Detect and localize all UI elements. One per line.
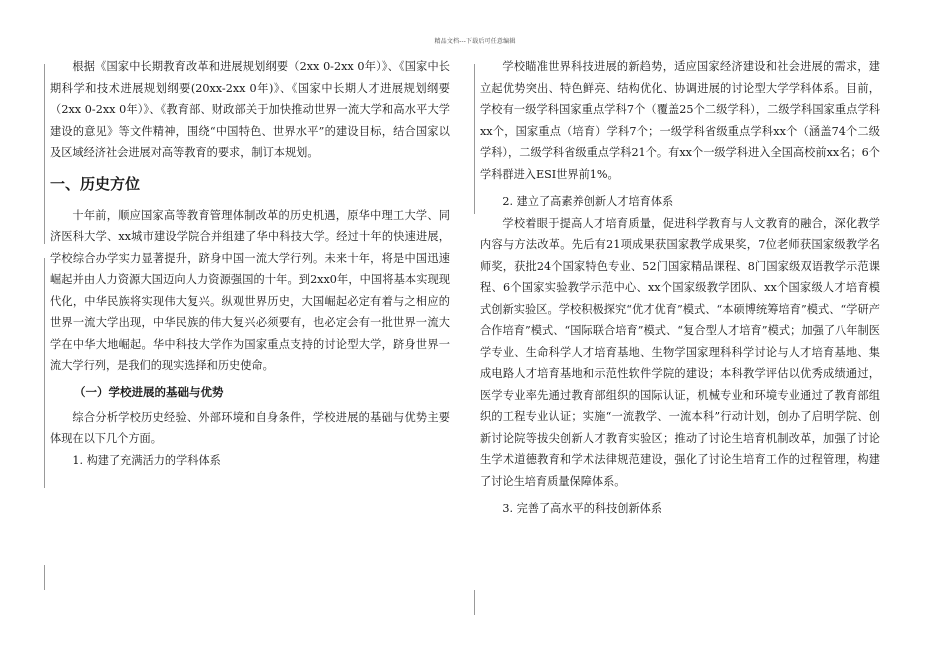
talent-paragraph: 学校着眼于提高人才培育质量，促进科学教育与人文教育的融合，深化教学内容与方法改革。先后有21项成果获国家教学成果奖，7位老师获国家级教学名师奖，获批24个国家特色专业、52门国家精品课程、8门国家级双语教学示范课程、6个国家实验教学示范中心、xx个国家级教学团队、xx个国家级人才培育模式创新实验区。学校积极探究“优才优育”模式、“本硕博统筹培育”模式、“学研产合作培育”模式、“国际联合培育”模式、“复合型人才培育”模式；加强了八年制医学专业、生命科学人才培育基地、生物学国家理科科学讨论与人才培育基地、集成电路人才培育基地和示范性软件学院的建设；本科教学评估以优秀成绩通过，医学专业率先通过教育部组织的国际认证，机械专业和环境专业通过了教育部组织的工程专业认证；实施“一流教学、一流本科”行动计划，创办了启明学院、创新讨论院等拔尖创新人才教育实验区；推动了讨论生培育机制改革，加强了讨论生学术道德教育和学术法律规范建设，强化了讨论生培育工作的过程管理，构建了讨论生培育质量保障体系。 bbox=[480, 216, 880, 488]
fragment-border bbox=[474, 64, 475, 214]
item-3-heading: 3. 完善了高水平的科技创新体系 bbox=[502, 502, 663, 515]
fragment-border bbox=[44, 258, 45, 488]
history-paragraph: 十年前，顺应国家高等教育管理体制改革的历史机遇，原华中理工大学、同济医科大学、xx城市建设学院合并组建了华中科技大学。经过十年的快速进展，学校综合办学实力显著提升，跻身中国一流大学行列。未来十年，将是中国迅速崛起并由人力资源大国迈向人力资源强国的十年。到2xx0年，中国将基本实现现代化，中华民族将实现伟大复兴。纵观世界历史，大国崛起必定有着与之相应的世界一流大学出现，中华民族的伟大复兴必须要有，也必定会有一批世界一流大学在中华大地崛起。华中科技大学作为国家重点支持的讨论型大学，跻身世界一流大学行列，是我们的现实选择和历史使命。 bbox=[50, 208, 450, 372]
fragment-border bbox=[44, 64, 45, 244]
fragment-border bbox=[44, 565, 45, 590]
item-2-heading: 2. 建立了高素养创新人才培育体系 bbox=[502, 195, 674, 208]
fragment-border bbox=[474, 590, 475, 615]
intro-paragraph: 根据《国家中长期教育改革和进展规划纲要（2xx 0-2xx 0年）》、《国家中长期科学和技术进展规划纲要(20xx-2xx 0年)》、《国家中长期人才进展规划纲要（2xx 0-2xx 0年）》、《教育部、财政部关于加快推动世界一流大学和高水平大学建设的意见》等文件精神，围绕“中国特色、世界水平”的建设目标，结合国家以及区域经济社会进展对高等教育的要求，制订本规划。 bbox=[50, 60, 450, 159]
item-1-heading: 1. 构建了充满活力的学科体系 bbox=[72, 453, 221, 467]
disciplines-paragraph: 学校瞄准世界科技进展的新趋势，适应国家经济建设和社会进展的需求，建立起优势突出、特色鲜亮、结构优化、协调进展的讨论型大学学科体系。目前，学校有一级学科国家重点学科7个（覆盖25个二级学科），二级学科国家重点学科xx个，国家重点（培育）学科7个；一级学科省级重点学科xx个（涵盖74个二级学科），二级学科省级重点学科21个。有xx个一级学科进入全国高校前xx名；6个学科群进入ESI世界前1%。 bbox=[480, 60, 880, 181]
header-watermark: 精品文档---下载后可任意编辑 bbox=[434, 38, 516, 45]
right-column bbox=[480, 56, 880, 520]
section-title: 一、历史方位 bbox=[50, 174, 141, 193]
left-column bbox=[50, 56, 450, 471]
subsection-title: （一）学校进展的基础与优势 bbox=[74, 384, 224, 399]
analysis-paragraph: 综合分析学校历史经验、外部环境和自身条件，学校进展的基础与优势主要体现在以下几个方面。 bbox=[50, 410, 450, 445]
